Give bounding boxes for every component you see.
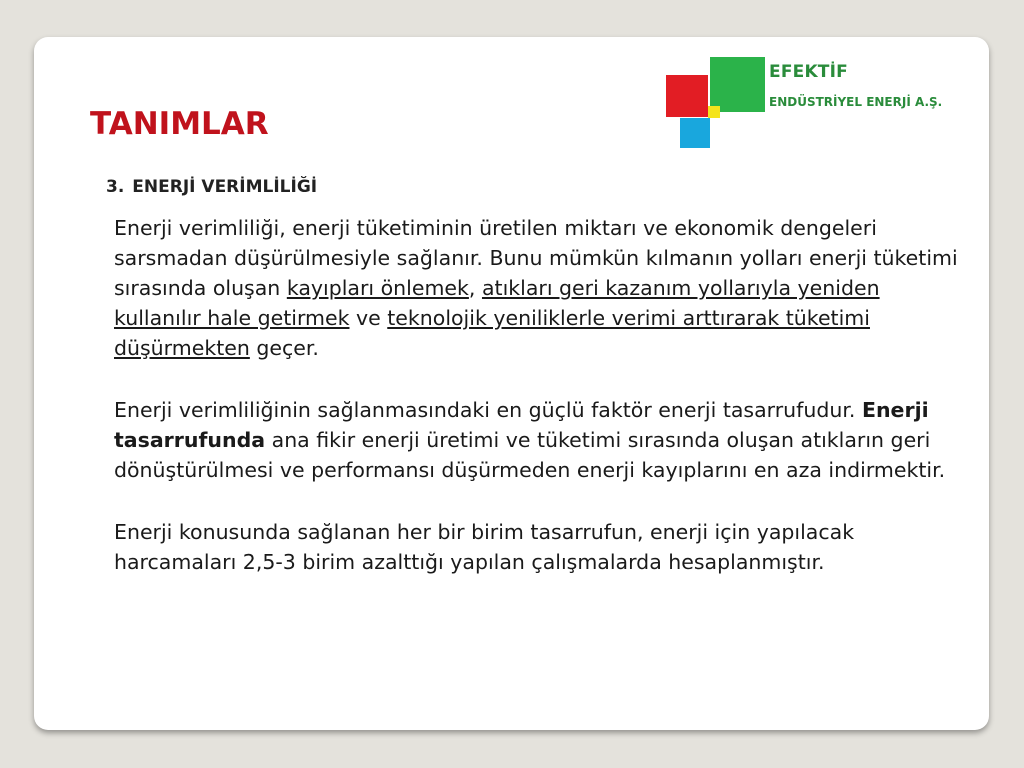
p1-underline-1: kayıpları önlemek xyxy=(286,276,469,300)
slide xyxy=(34,37,989,730)
p2-text-b: ana fikir enerji üretimi ve tüketimi sırasında oluşan atıkların geri dönüştürülmesi ve performansı düşürmeden enerji kayıplarını en aza indirmektir. xyxy=(114,428,946,482)
logo-name: EFEKTİF xyxy=(769,62,848,82)
paragraph-1 xyxy=(114,213,964,363)
paragraph-2 xyxy=(114,395,964,485)
p1-underline-2: atıkları geri kazanım yollarıyla yeniden kullanılır hale getirmek xyxy=(114,276,880,330)
logo-subtitle: ENDÜSTRİYEL ENERJİ A.Ş. xyxy=(769,95,943,109)
logo-green-square xyxy=(710,57,765,112)
paragraph-3: Enerji konusunda sağlanan her bir birim tasarrufun, enerji için yapılacak harcamaları 2,5-3 birim azalttığı yapılan çalışmalarda hesaplanmıştır. xyxy=(114,520,855,574)
logo-red-square xyxy=(666,75,708,117)
section-number: 3. xyxy=(106,177,125,197)
p1-text-d: geçer. xyxy=(249,336,319,360)
p1-text-c: ve xyxy=(349,306,388,330)
p1-underline-3: teknolojik yeniliklerle verimi arttırarak tüketimi düşürmekten xyxy=(114,306,870,360)
p1-text-a: Enerji verimliliği, enerji tüketiminin üretilen miktarı ve ekonomik dengeleri sarsmadan düşürülmesiyle sağlanır. Bunu mümkün kılmanın yolları enerji tüketimi sırasında oluşan xyxy=(114,216,958,300)
slide-title: TANIMLAR xyxy=(90,106,269,142)
section-heading-text: ENERJİ VERİMLİLİĞİ xyxy=(132,177,318,197)
company-logo xyxy=(664,55,984,155)
logo-blue-square xyxy=(680,118,710,148)
p2-bold: Enerji tasarrufunda xyxy=(114,398,929,452)
p1-text-b: , xyxy=(468,276,482,300)
p2-text-a: Enerji verimliliğinin sağlanmasındaki en güçlü faktör enerji tasarrufudur. xyxy=(114,398,862,422)
body-text xyxy=(114,213,964,609)
section-heading xyxy=(106,177,317,197)
logo-yellow-square xyxy=(708,106,720,118)
